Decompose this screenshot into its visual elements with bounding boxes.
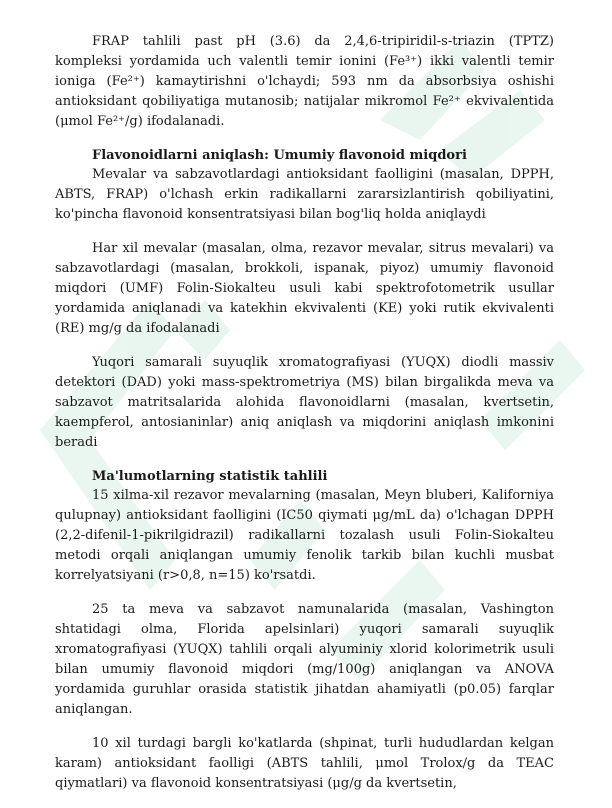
paragraph-frap: FRAP tahlili past pH (3.6) da 2,4,6-tripiridil-s-triazin (TPTZ) kompleksi yordamida uch valentli temir ionini (Fe³⁺) ikki valentli temir ioniga (Fe²⁺) kamaytirishni o'lchaydi; 593 nm da absorbsiya oshishi antioksidant qobiliyatiga mutanosib; natijalar mikromol Fe²⁺ ekvivalentida (μmol Fe²⁺/g) ifodalanadi. xyxy=(55,34,554,129)
paragraph-leafy-greens: 10 xil turdagi bargli ko'katlarda (shpinat, turli hududlardan kelgan karam) antioksidant faolligi (ABTS tahlili, μmol Trolox/g da TEAC qiymatlari) va flavonoid konsentratsiyasi (μg/g da kvertsetin, xyxy=(55,736,554,791)
paragraph-berries-dpph: 15 xilma-xil rezavor mevalarning (masalan, Meyn bluberi, Kaliforniya qulupnay) antioksidant faolligini (IC50 qiymati μg/mL da) o'lchagan DPPH (2,2-difenil-1-pikrilgidrazil) radikallarni tozalash usuli Folin-Siokalteu metodi orqali aniqlangan umumiy fenolik tarkib bilan kuchli musbat korrelyatsiyani (r>0,8, n=15) ko'rsatdi. xyxy=(55,488,554,583)
paragraph-antioxidant-activity: Mevalar va sabzavotlardagi antioksidant faolligini (masalan, DPPH, ABTS, FRAP) o'lchash erkin radikallarni zararsizlantirish qobiliyatini, ko'pincha flavonoid konsentratsiyasi bilan bog'liq holda aniqlaydi xyxy=(55,167,554,222)
section-heading-statistics: Ma'lumotlarning statistik tahlili xyxy=(92,469,328,484)
paragraph-total-flavonoid: Har xil mevalar (masalan, olma, rezavor mevalar, sitrus mevalari) va sabzavotlardagi (masalan, brokkoli, ispanak, piyoz) umumiy flavonoid miqdori (UMF) Folin-Siokalteu usuli kabi spektrofotometrik usullar yordamida aniqlanadi va katekhin ekvivalenti (KE) yoki rutik ekvivalenti (RE) mg/g da ifodalanadi xyxy=(55,241,554,336)
paragraph-hplc: Yuqori samarali suyuqlik xromatografiyasi (YUQX) diodli massiv detektori (DAD) yoki mass-spektrometriya (MS) bilan birgalikda meva va sabzavot matritsalarida alohida flavonoidlarni (masalan, kvertsetin, kaempferol, antosianinlar) aniq aniqlash va miqdorini aniqlash imkonini beradi xyxy=(55,355,554,450)
section-heading-flavonoids: Flavonoidlarni aniqlash: Umumiy flavonoid miqdori xyxy=(92,148,467,163)
paragraph-samples-anova: 25 ta meva va sabzavot namunalarida (masalan, Vashington shtatidagi olma, Florida apelsinlari) yuqori samarali suyuqlik xromatografiyasi (YUQX) tahlili orqali alyuminiy xlorid kolorimetrik usuli bilan umumiy flavonoid miqdori (mg/100g) aniqlangan va ANOVA yordamida guruhlar orasida statistik jihatdan ahamiyatli (p0.05) farqlar aniqlangan. xyxy=(55,602,554,717)
document-page xyxy=(55,32,554,808)
